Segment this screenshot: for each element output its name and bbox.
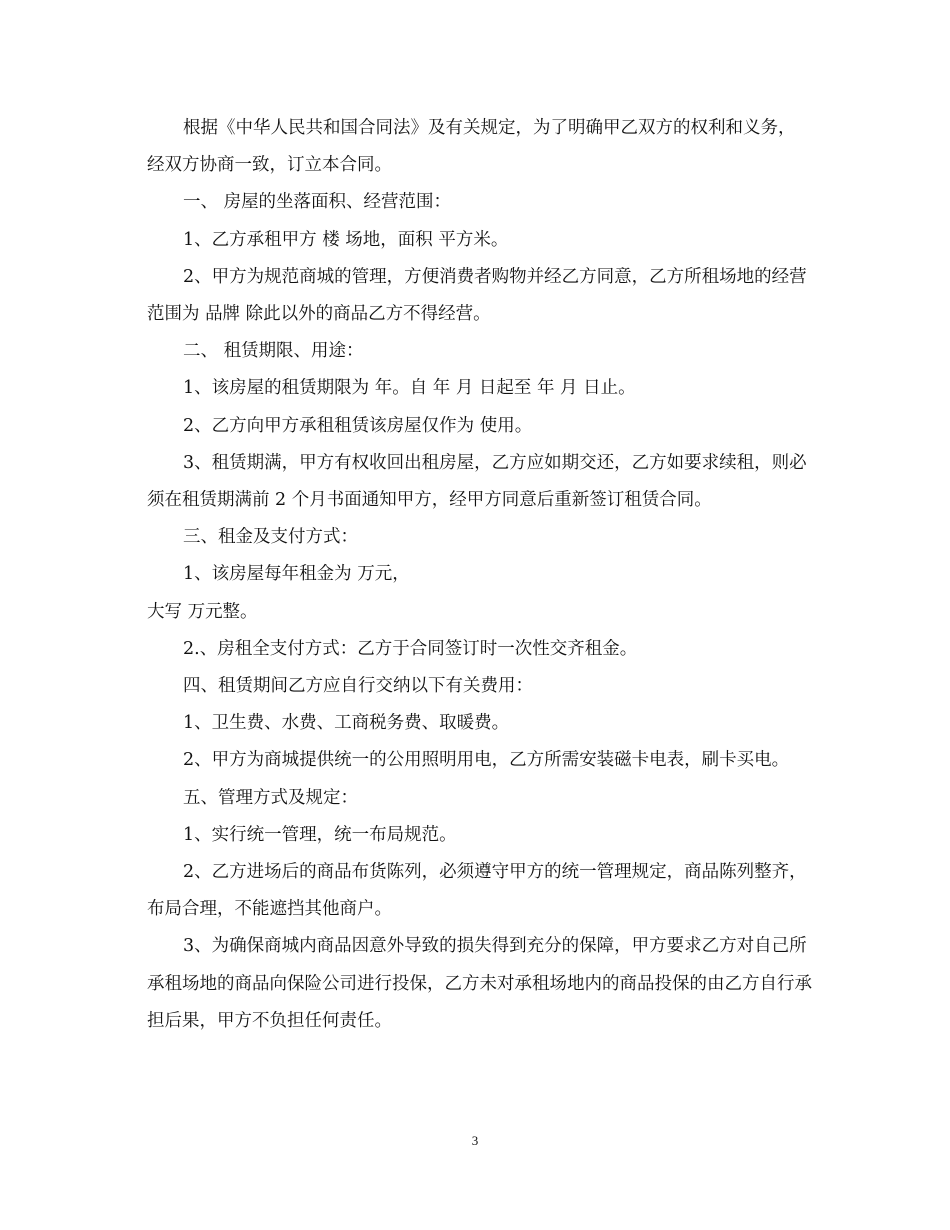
- section-heading-1: 一、 房屋的坐落面积、经营范围：: [183, 192, 452, 213]
- section-heading-4: 四、租赁期间乙方应自行交纳以下有关费用：: [183, 676, 533, 697]
- document-body: [147, 110, 812, 1040]
- section-heading-5: 五、管理方式及规定：: [183, 787, 358, 808]
- clause-1-1: 1、乙方承租甲方 楼 场地，面积 平方米。: [183, 229, 509, 250]
- clause-5-3: 3、为确保商城内商品因意外导致的损失得到充分的保障，甲方要求乙方对自己所承租场地的商品向保险公司进行投保，乙方未对承租场地内的商品投保的由乙方自行承担后果，甲方不负担任何责任。: [147, 936, 812, 1031]
- paragraph-preamble: 根据《中华人民共和国合同法》及有关规定，为了明确甲乙双方的权利和义务，经双方协商一致，订立本合同。: [147, 118, 796, 176]
- clause-3-1-capital: 大写 万元整。: [147, 601, 258, 622]
- page-number: 3: [471, 1133, 479, 1148]
- clause-5-1: 1、实行统一管理，统一布局规范。: [183, 824, 457, 845]
- clause-2-2: 2、乙方向甲方承租租赁该房屋仅作为 使用。: [183, 415, 533, 436]
- clause-3-1: 1、该房屋每年租金为 万元，: [183, 564, 410, 585]
- clause-3-2: 2.、房租全支付方式：乙方于合同签订时一次性交齐租金。: [183, 638, 638, 659]
- clause-4-2: 2、甲方为商城提供统一的公用照明用电，乙方所需安装磁卡电表，刷卡买电。: [183, 750, 790, 771]
- clause-2-1: 1、该房屋的租赁期限为 年。自 年 月 日起至 年 月 日止。: [183, 378, 636, 399]
- section-heading-3: 三、租金及支付方式：: [183, 527, 358, 548]
- clause-1-2: 2、甲方为规范商城的管理，方便消费者购物并经乙方同意，乙方所租场地的经营范围为 品牌 除此以外的商品乙方不得经营。: [147, 266, 807, 325]
- clause-5-2: 2、乙方进场后的商品布货陈列，必须遵守甲方的统一管理规定，商品陈列整齐，布局合理，不能遮挡其他商户。: [147, 862, 807, 920]
- clause-4-1: 1、卫生费、水费、工商税务费、取暖费。: [183, 713, 510, 734]
- clause-2-3: 3、租赁期满，甲方有权收回出租房屋，乙方应如期交还，乙方如要求续租，则必须在租赁期满前 2 个月书面通知甲方，经甲方同意后重新签订租赁合同。: [147, 452, 807, 511]
- section-heading-2: 二、 租赁期限、用途：: [183, 341, 364, 362]
